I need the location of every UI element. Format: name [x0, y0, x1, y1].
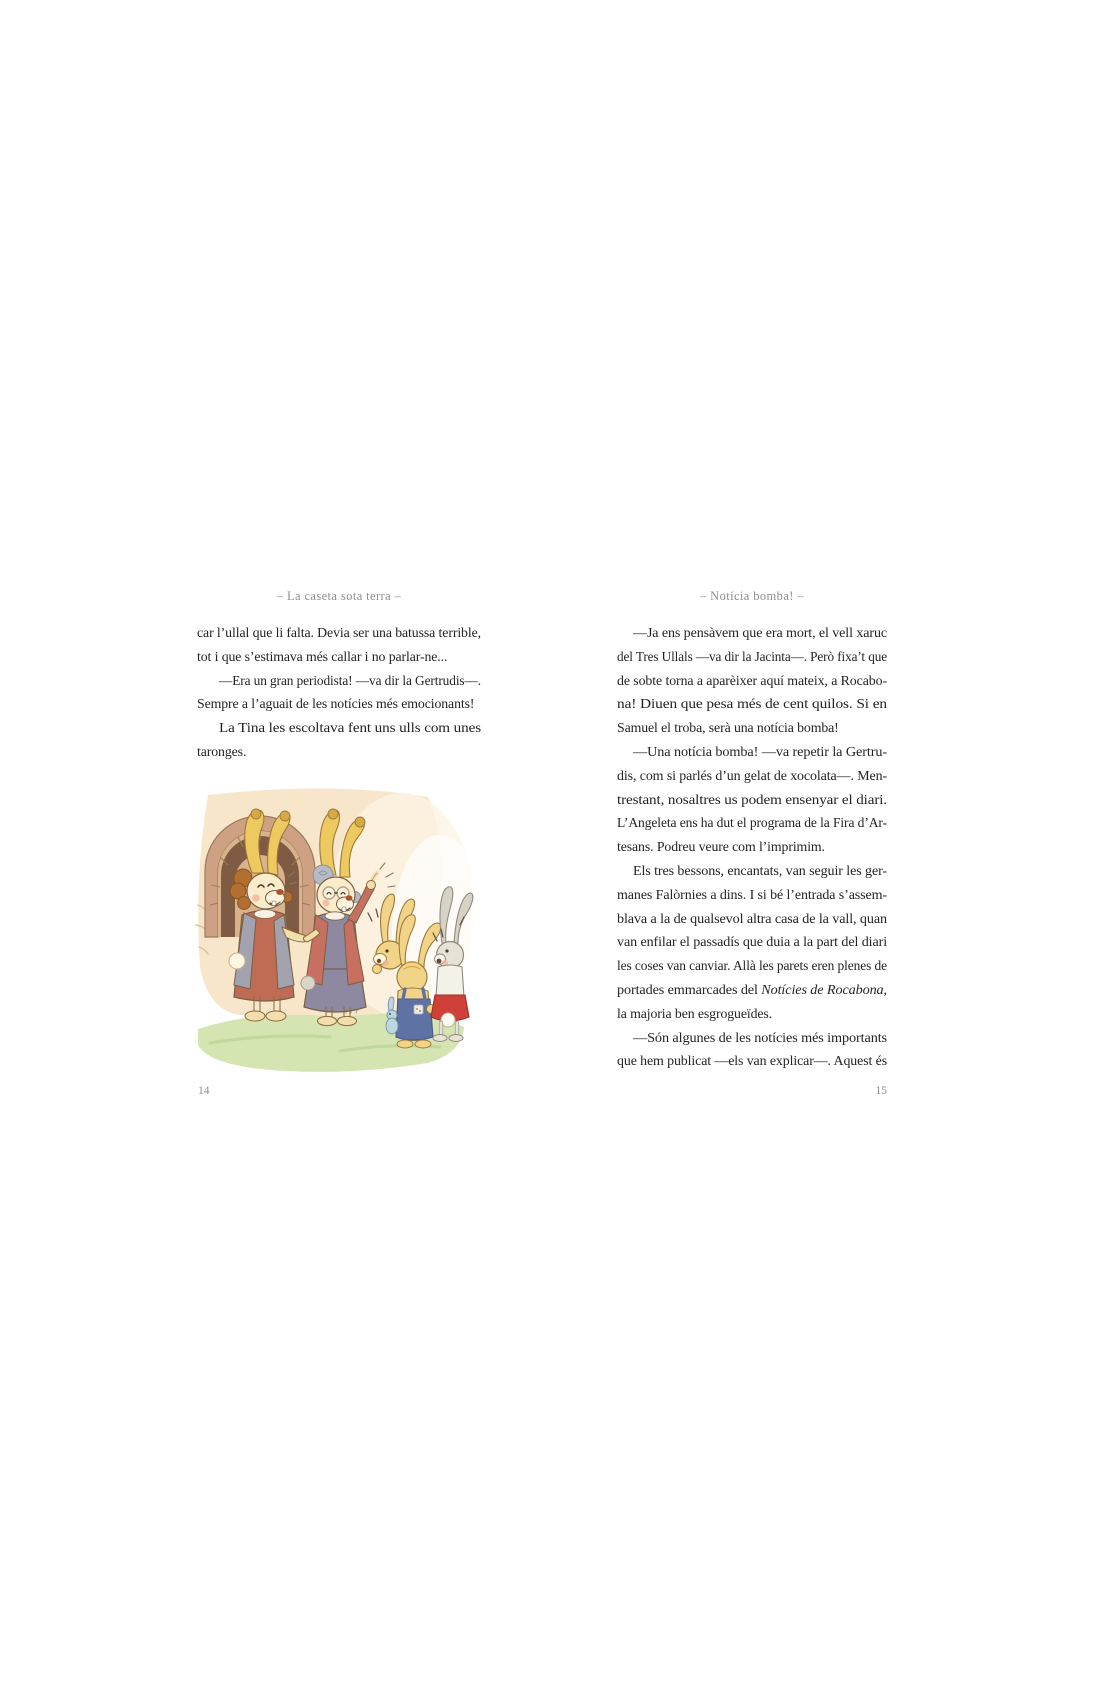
text-line: —Una notícia bomba! —va repetir la Gertru- — [633, 743, 887, 759]
running-header-right: – Notícia bomba! – — [699, 589, 805, 603]
right-page-text — [617, 621, 887, 1073]
text-line: taronges. — [197, 743, 247, 759]
text-line: Els tres bessons, encantats, van seguir les ger- — [633, 862, 887, 878]
text-line: del Tres Ullals —va dir la Jacinta—. Però fixa’t que — [617, 648, 887, 664]
text-line: Sempre a l’aguait de les notícies més emocionants! — [197, 696, 475, 712]
text-line: La Tina les escoltava fent uns ulls com unes — [219, 720, 481, 736]
illustration — [190, 785, 475, 1080]
page-number-left: 14 — [198, 1085, 210, 1097]
text-line: dis, com si parlés d’un gelat de xocolata—. Men- — [617, 767, 887, 783]
text-line: Samuel el troba, serà una notícia bomba! — [617, 720, 839, 736]
text-line: que hem publicat —els van explicar—. Aquest és — [617, 1053, 887, 1069]
text-line: la majoria ben esgrogueïdes. — [617, 1005, 773, 1021]
running-header-left: – La caseta sota terra – — [276, 589, 402, 603]
text-line: trestant, nosaltres us podem ensenyar el diari. — [617, 791, 887, 807]
text-line: portades emmarcades del Notícies de Rocabona, — [617, 981, 887, 997]
text-line: —Són algunes de les notícies més importants — [633, 1029, 887, 1045]
text-line: tot i que s’estimava més callar i no parlar-ne... — [197, 648, 448, 664]
text-line: tesans. Podreu veure com l’imprimim. — [617, 839, 825, 855]
text-line: blava a la de qualsevol altra casa de la vall, quan — [617, 910, 887, 926]
text-line: na! Diuen que pesa més de cent quilos. Si en — [617, 696, 887, 712]
text-line: —Ja ens pensàvem que era mort, el vell xaruc — [633, 625, 887, 640]
text-line: manes Falòrnies a dins. I si bé l’entrada s’assem- — [617, 886, 887, 902]
text-line: van enfilar el passadís que duia a la part del diari — [617, 934, 887, 950]
page-number-right: 15 — [875, 1085, 887, 1097]
text-line: —Era un gran periodista! —va dir la Gertrudis—. — [219, 672, 481, 688]
text-line: de sobte torna a aparèixer aquí mateix, a Rocabo- — [617, 672, 887, 688]
text-line: les coses van canviar. Allà les parets eren plenes de — [617, 958, 887, 974]
left-page-text — [197, 621, 481, 764]
text-line: car l’ullal que li falta. Devia ser una batussa terrible, — [197, 625, 482, 640]
text-line: L’Angeleta ens ha dut el programa de la Fira d’Ar- — [617, 815, 887, 831]
